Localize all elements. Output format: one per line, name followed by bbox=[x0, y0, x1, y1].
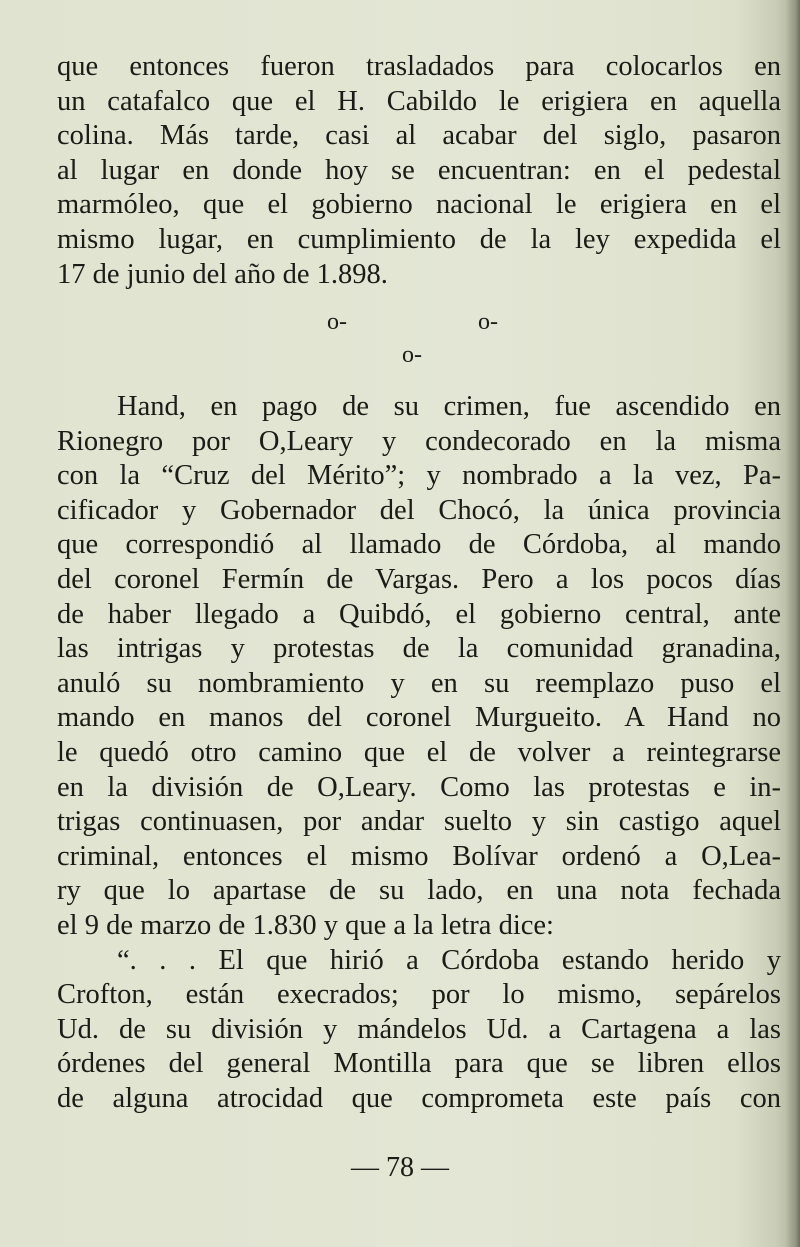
text-line: 17 de junio del año de 1.898. bbox=[57, 258, 388, 290]
page-number: — 78 — bbox=[351, 1152, 449, 1183]
separator-mark-center: o- bbox=[402, 342, 422, 368]
text-line: marmóleo, que el gobierno nacional le erigiera en el bbox=[57, 189, 781, 221]
separator-mark-left: o- bbox=[327, 309, 347, 335]
text-line: ry que lo apartase de su lado, en una nota fechada bbox=[57, 875, 781, 907]
quote-line: de alguna atrocidad que comprometa este país con bbox=[57, 1082, 781, 1114]
text-line: un catafalco que el H. Cabildo le erigiera en aquella bbox=[57, 85, 781, 117]
text-line: el 9 de marzo de 1.830 y que a la letra dice: bbox=[57, 909, 554, 941]
quote-line: “. . . El que hirió a Córdoba estando herido y bbox=[117, 944, 781, 976]
text-line: Rionegro por O,Leary y condecorado en la misma bbox=[57, 425, 781, 457]
text-line: las intrigas y protestas de la comunidad granadina, bbox=[57, 633, 781, 665]
text-line: cificador y Gobernador del Chocó, la única provincia bbox=[57, 494, 781, 526]
text-line: de haber llegado a Quibdó, el gobierno central, ante bbox=[57, 598, 781, 630]
text-line: mando en manos del coronel Murgueito. A Hand no bbox=[57, 702, 781, 734]
separator-mark-right: o- bbox=[478, 309, 498, 335]
text-line: del coronel Fermín de Vargas. Pero a los pocos días bbox=[57, 563, 781, 595]
text-line: que correspondió al llamado de Córdoba, al mando bbox=[57, 529, 781, 561]
text-line: anuló su nombramiento y en su reemplazo puso el bbox=[57, 667, 781, 699]
text-line: trigas continuasen, por andar suelto y sin castigo aquel bbox=[57, 806, 781, 838]
text-line: Hand, en pago de su crimen, fue ascendido en bbox=[117, 391, 781, 422]
paragraph-1 bbox=[57, 50, 781, 292]
text-line: criminal, entonces el mismo Bolívar ordenó a O,Lea- bbox=[57, 840, 781, 872]
quote-line: órdenes del general Montilla para que se libren ellos bbox=[57, 1048, 781, 1080]
text-line: al lugar en donde hoy se encuentran: en el pedestal bbox=[57, 154, 781, 186]
quote-line: Crofton, están execrados; por lo mismo, sepárelos bbox=[57, 979, 781, 1011]
quote-line: Ud. de su división y mándelos Ud. a Cartagena a las bbox=[57, 1013, 781, 1045]
page-edge-shadow bbox=[786, 0, 800, 1247]
text-line: colina. Más tarde, casi al acabar del siglo, pasaron bbox=[57, 120, 781, 152]
text-line: que entonces fueron trasladados para colocarlos en bbox=[57, 51, 781, 82]
text-line: con la “Cruz del Mérito”; y nombrado a la vez, Pa- bbox=[57, 460, 781, 492]
paragraph-2 bbox=[57, 390, 781, 1116]
text-line: le quedó otro camino que el de volver a reintegrarse bbox=[57, 736, 781, 768]
text-line: en la división de O,Leary. Como las protestas e in- bbox=[57, 771, 781, 803]
text-line: mismo lugar, en cumplimiento de la ley expedida el bbox=[57, 223, 781, 255]
